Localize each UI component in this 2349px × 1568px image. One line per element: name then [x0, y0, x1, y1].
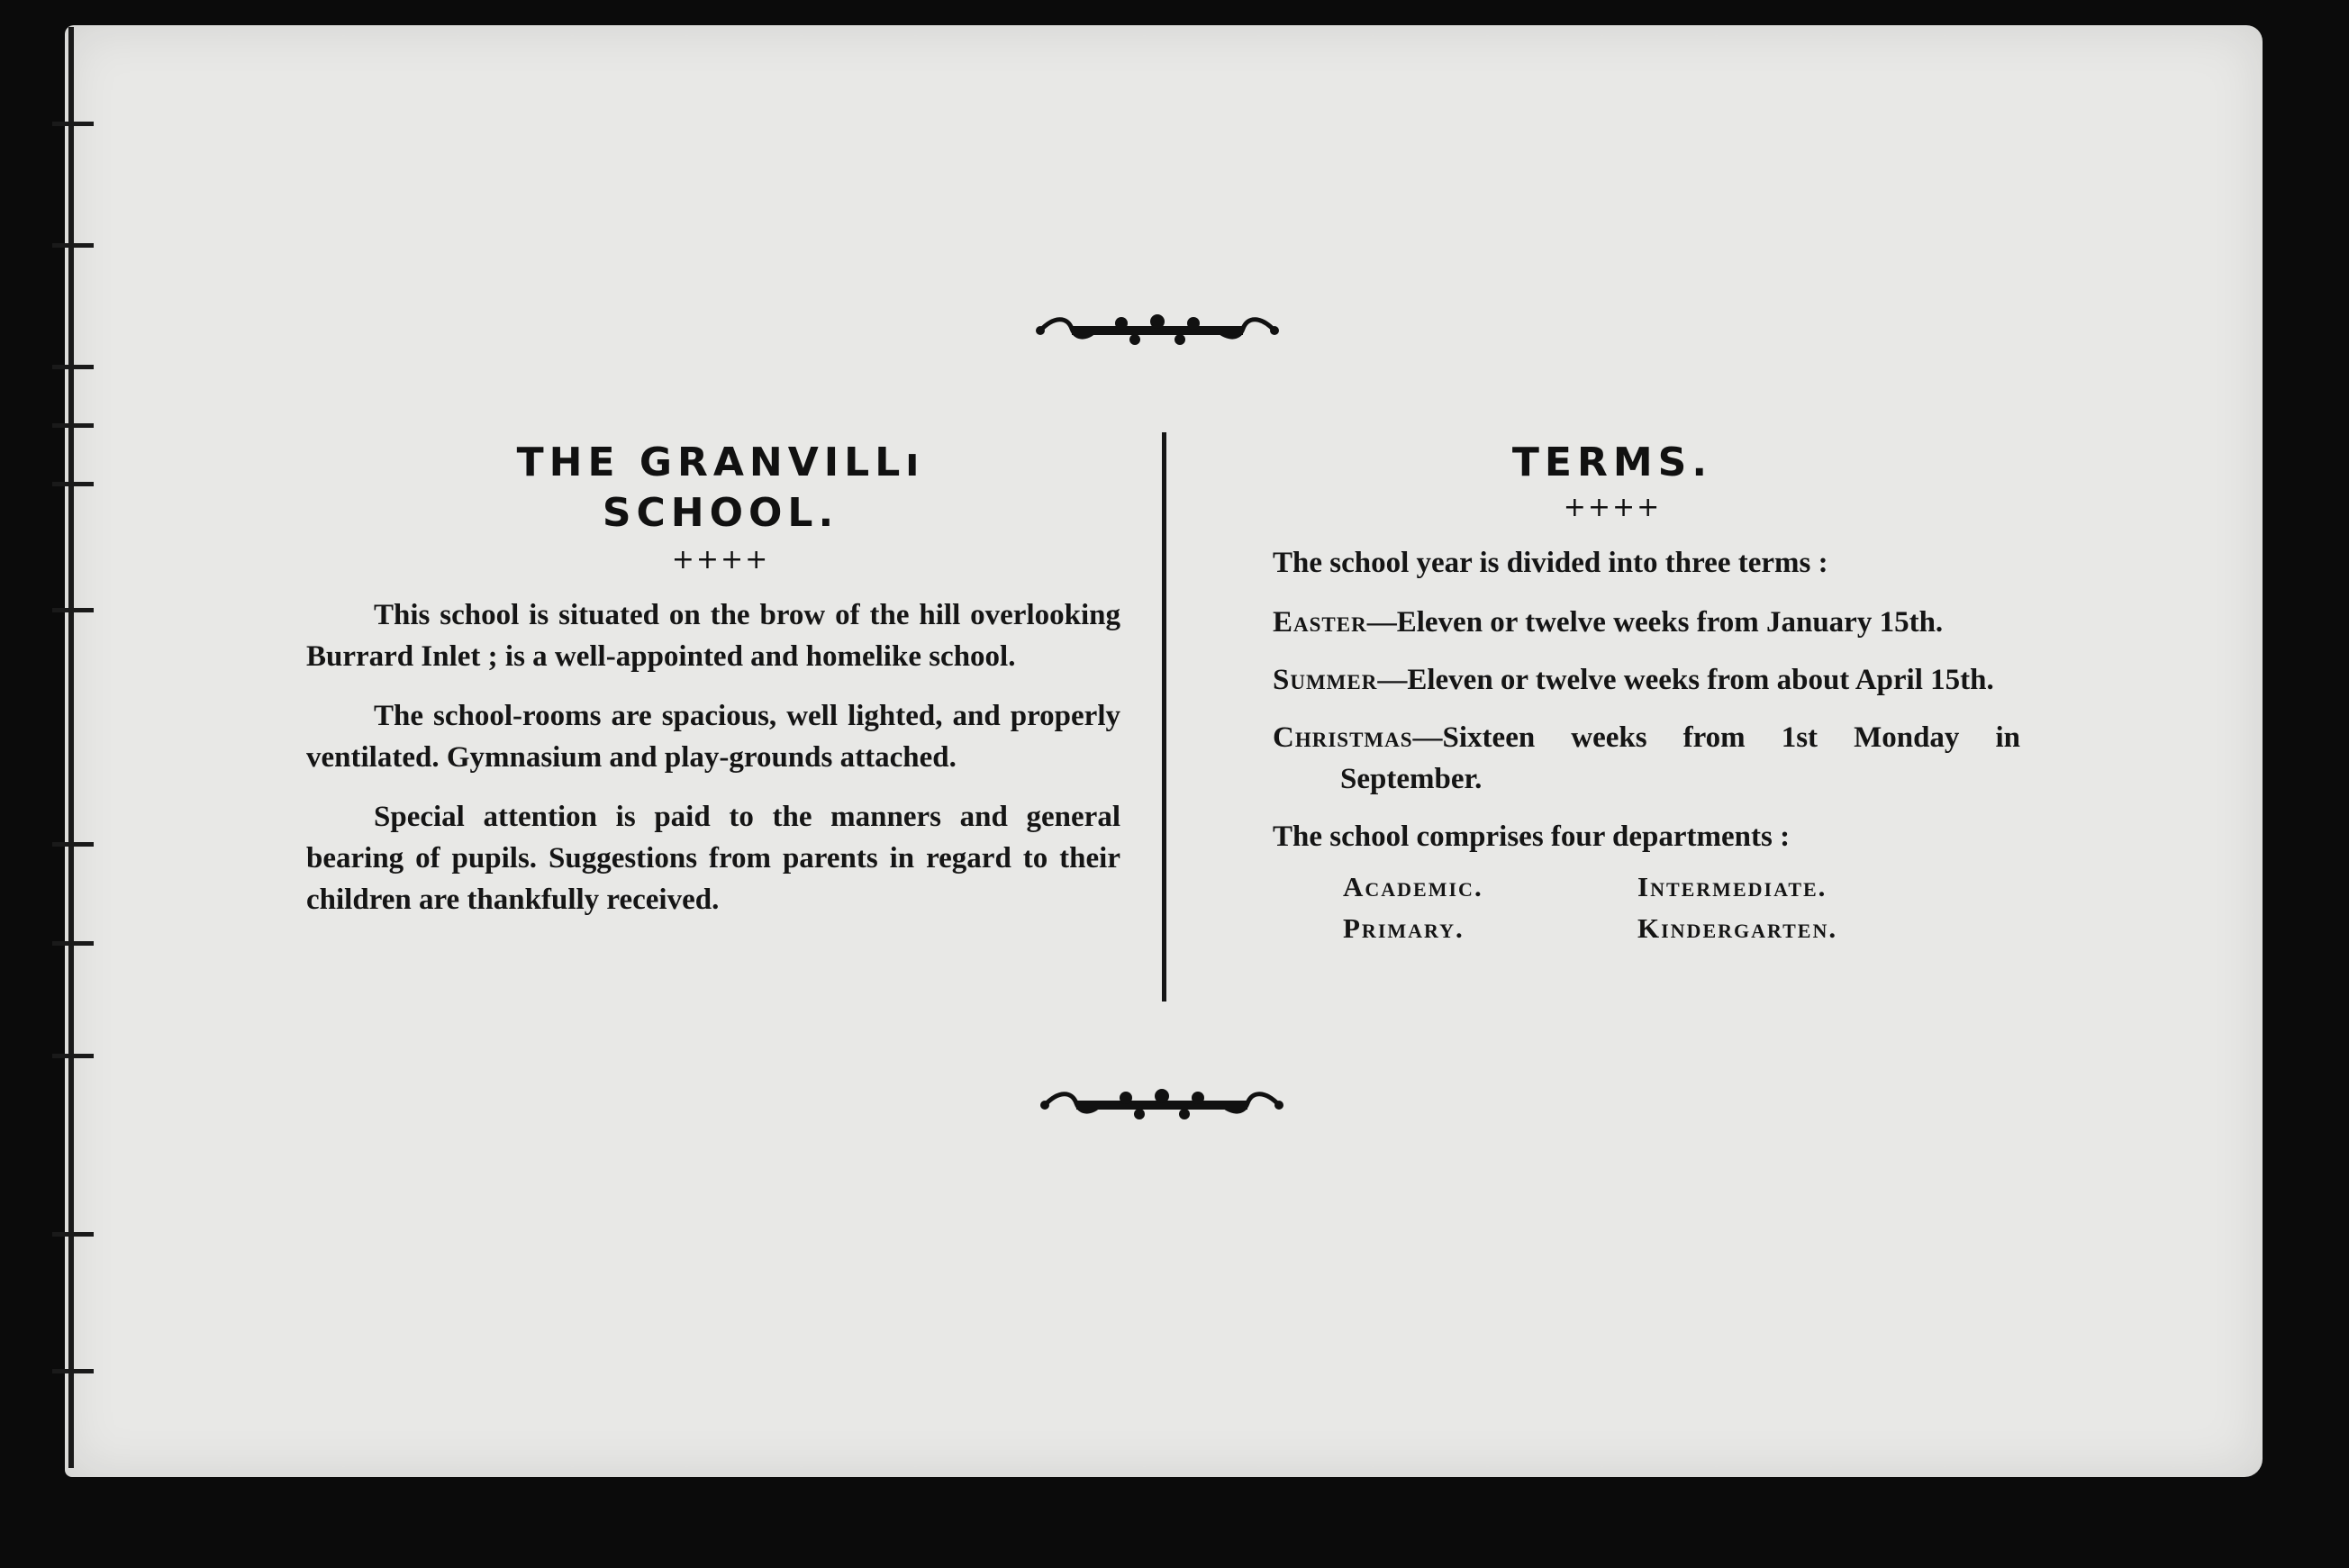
department-item: Primary. [1343, 912, 1465, 944]
terms-title: TERMS. [1511, 440, 1713, 485]
binding-tick [52, 1054, 94, 1058]
binding-tick [52, 608, 94, 612]
left-heading-ornament: ++++ [671, 544, 770, 576]
term-text: —Sixteen weeks from 1st Monday in September. [1340, 721, 2020, 795]
departments-list [1273, 866, 2020, 949]
term-text: —Eleven or twelve weeks from January 15th. [1366, 606, 1944, 639]
right-heading-ornament: ++++ [1563, 492, 1662, 523]
right-column-text [1273, 542, 2020, 949]
term-name: Summer [1273, 664, 1378, 696]
binding-tick [52, 1369, 94, 1373]
paragraph-manners: Special attention is paid to the manners and general bearing of pupils. Suggestions from parents in regard to their children are thankfully received. [306, 801, 1120, 916]
binding-tick [52, 122, 94, 126]
column-divider [1162, 432, 1166, 1002]
binding-tick [52, 1232, 94, 1237]
department-item: Kindergarten. [1637, 912, 1838, 944]
binding-tick [52, 365, 94, 369]
binding-tick [52, 423, 94, 428]
term-name: Easter [1273, 606, 1367, 639]
binding-tick [52, 482, 94, 486]
term-text: —Eleven or twelve weeks from about April 15th. [1377, 664, 1994, 696]
binding-tick [52, 243, 94, 248]
top-ornament [1036, 311, 1279, 350]
paragraph-location: This school is situated on the brow of the hill overlooking Burrard Inlet ; is a well-appointed and homelike school. [306, 599, 1120, 673]
school-title-line2: SCHOOL. [602, 490, 839, 536]
department-item: Academic. [1343, 871, 1483, 902]
left-column-text [306, 594, 1120, 938]
binding-tick [52, 941, 94, 946]
binding-edge [0, 0, 99, 1495]
term-christmas [1273, 717, 2020, 800]
term-summer [1273, 659, 2020, 701]
paragraph-facilities: The school-rooms are spacious, well lighted, and properly ventilated. Gymnasium and play-grounds attached. [306, 700, 1120, 774]
terms-intro: The school year is divided into three terms : [1273, 547, 1828, 579]
term-name: Christmas [1273, 721, 1413, 754]
bottom-ornament [1038, 1085, 1286, 1125]
department-item: Intermediate. [1637, 871, 1828, 902]
departments-intro: The school comprises four departments : [1273, 820, 1791, 853]
school-title-line1: THE GRANVILLı [516, 440, 925, 485]
binding-tick [52, 842, 94, 847]
term-easter [1273, 602, 2020, 643]
